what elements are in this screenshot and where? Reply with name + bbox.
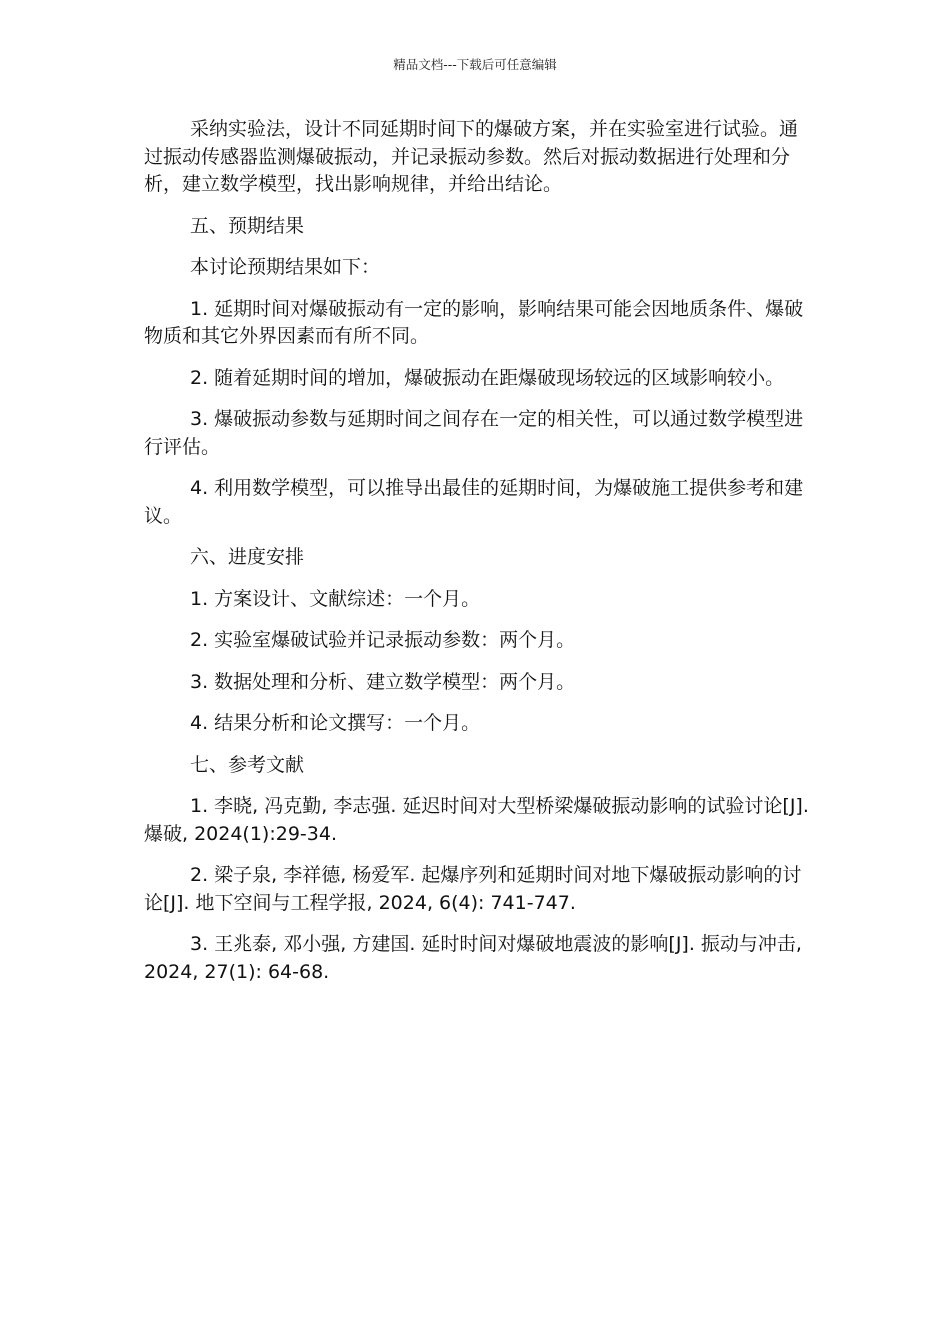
schedule-item: 1. 方案设计、文献综述：一个月。 (190, 587, 481, 610)
expected-result-item: 4. 利用数学模型，可以推导出最佳的延期时间，为爆破施工提供参考和建议。 (144, 477, 804, 527)
section-heading-schedule: 六、进度安排 (190, 546, 305, 568)
document-body (144, 116, 812, 1000)
expected-result-item: 3. 爆破振动参数与延期时间之间存在一定的相关性，可以通过数学模型进行评估。 (144, 408, 804, 458)
schedule-item: 2. 实验室爆破试验并记录振动参数：两个月。 (190, 629, 576, 651)
method-paragraph: 采纳实验法，设计不同延期时间下的爆破方案，并在实验室进行试验。通过振动传感器监测爆破振动，并记录振动参数。然后对振动数据进行处理和分析，建立数学模型，找出影响规律，并给出结论。 (144, 118, 799, 195)
expected-result-item: 1. 延期时间对爆破振动有一定的影响，影响结果可能会因地质条件、爆破物质和其它外界因素而有所不同。 (144, 297, 804, 347)
section-heading-references: 七、参考文献 (190, 753, 305, 776)
expected-results-intro: 本讨论预期结果如下： (190, 256, 381, 278)
reference-item: 2. 梁子泉, 李祥德, 杨爱军. 起爆序列和延期时间对地下爆破振动影响的讨论[J]. 地下空间与工程学报, 2024, 6(4): 741-747. (144, 864, 802, 914)
page-header: 精品文档---下载后可任意编辑 (393, 57, 557, 72)
reference-item: 3. 王兆泰, 邓小强, 方建国. 延时时间对爆破地震波的影响[J]. 振动与冲击, 2024, 27(1): 64-68. (144, 933, 802, 983)
reference-item: 1. 李晓, 冯克勤, 李志强. 延迟时间对大型桥梁爆破振动影响的试验讨论[J]. 爆破, 2024(1):29-34. (144, 795, 809, 845)
schedule-item: 4. 结果分析和论文撰写：一个月。 (190, 712, 481, 734)
schedule-item: 3. 数据处理和分析、建立数学模型：两个月。 (190, 670, 576, 693)
section-heading-expected-results: 五、预期结果 (190, 214, 305, 237)
expected-result-item: 2. 随着延期时间的增加，爆破振动在距爆破现场较远的区域影响较小。 (190, 366, 785, 389)
